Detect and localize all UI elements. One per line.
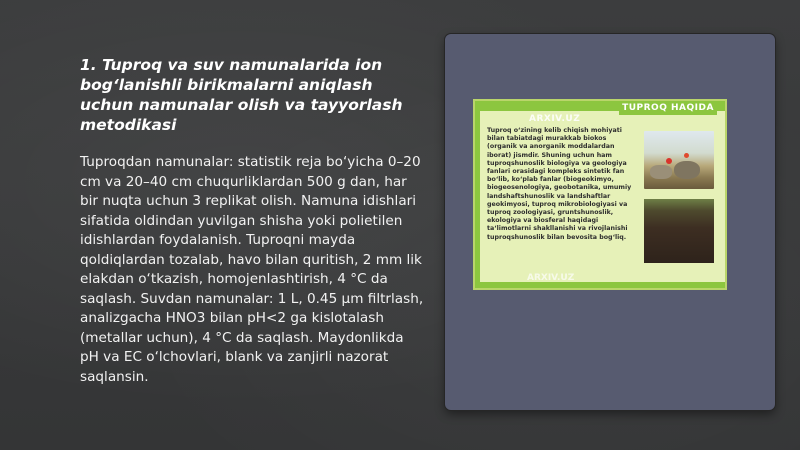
document-watermark-bottom: ARXIV.UZ xyxy=(527,273,575,283)
red-marker xyxy=(684,153,689,158)
red-marker xyxy=(666,158,672,164)
document-header-label: TUPROQ HAQIDA xyxy=(619,101,717,115)
document-watermark: ARXIV.UZ xyxy=(529,114,581,124)
document-image xyxy=(475,101,725,288)
slide-body-text: Tuproqdan namunalar: statistik reja bo‘yicha 0–20 cm va 20–40 cm chuqurliklardan 500 g dan, har bir nuqta uchun 3 replikat olish. Namuna idishlari sifatida oldindan yuvilgan shisha yoki polietilen idishlardan foydalanish. Tuproqni mayda qoldiqlardan tozalab, havo bilan quritish, 2 mm lik elakdan o‘tkazish, homojenlashtirish, 4 °C da saqlash. Suvdan namunalar: 1 L, 0.45 µm filtrlash, analizgacha HNO3 bilan pH<2 ga kislotalash (metallar uchun), 4 °C da saqlash. Maydonlikda pH va EC o‘lchovlari, blank va zanjirli nazorat saqlansin. xyxy=(80,154,424,385)
rock-shape xyxy=(650,165,672,179)
document-left-bar xyxy=(475,101,480,288)
slide-title: 1. Tuproq va suv namunalarida ion bog‘lanishli birikmalarni aniqlash uchun namunalar olish va tayyorlash metodikasi xyxy=(80,56,403,134)
document-bottom-bar xyxy=(475,282,725,288)
soil-profile-photo xyxy=(644,199,714,263)
image-frame xyxy=(445,34,775,410)
document-paragraph: Tuproq o‘zining kelib chiqish mohiyati bilan tabiatdagi murakkab biokos (organik va anorganik moddalardan iborat) jismdir. Shuning uchun ham tuproqshunoslik biologiya va geologiya fanlari orasidagi kompleks sintetik fan bo‘lib, ko‘plab fanlar (biogeokimyo, biogeosenologiya, geobotanika, umumiy landshaftshunoslik va landshaftlar geokimyosi, tuproq mikrobiologiyasi va tuproq zoologiyasi, gruntshunoslik, ekologiya va biosferal haqidagi ta‘limotlarni shakllanishi va rivojlanishi tuproqshunoslik bilan bevosita bog‘liq. xyxy=(487,127,632,241)
soil-landscape-photo xyxy=(644,131,714,189)
rock-shape xyxy=(674,161,700,179)
